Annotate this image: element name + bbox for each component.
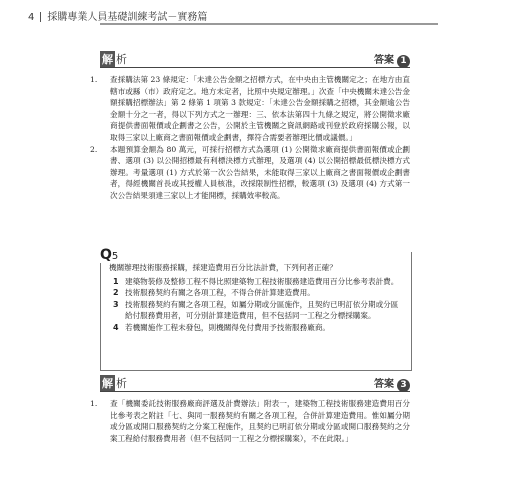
question-label: Q5 — [100, 244, 122, 263]
option-2[interactable]: 2 技術服務契約有關之各項工程，不得合併計算建造費用。 — [113, 288, 315, 298]
question-box — [100, 247, 412, 371]
question-stem: 機關辦理技術服務採購，採建造費用百分比法計費，下列何者正確？ — [109, 263, 337, 272]
answer-number-badge: 3 — [397, 379, 410, 392]
analysis-item: 1. 查「機關委託技術服務廠商評選及計費辦法」附表一，建築物工程技術服務建造費用百分比參考表之附註「七、與同一服務契約有關之各項工程，合併計算建造費用。惟如屬分期或分區或開口服務契約之分案工程施作，且契約已明訂依分期或分區或開口服務契約之分案工程給付服務費用者（但不包括同一工程之分標採購案），不在此限。」 — [90, 399, 410, 443]
analysis-bar — [100, 377, 410, 392]
analysis-item: 2. 本題預算金額為 80 萬元，可採行招標方式為選項 (1) 公開徵求廠商提供書面報價或企劃書、選項 (3) 以公開招標最有利標決標方式辦理，及選項 (4) 以公開招標最低標決標方式辦理。考量選項 (1) 方式於第一次公告結果，未能取得三家以上廠商之書面報價或企劃書者，得經機關首長或其授權人員核准，改採限制性招標，較選項 (3) 及選項 (4) 方式第一次公告結果須達三家以上才能開標，採購效率較高。 — [90, 144, 410, 200]
analysis-section-2 — [90, 377, 410, 444]
page-header — [28, 8, 207, 23]
option-3[interactable]: 3 技術服務契約有關之各項工程，如屬分期或分區施作，且契約已明訂依分期或分區給付服務費用者，可分別計算建造費用，但不包括同一工程之分標採購案。 — [113, 299, 399, 321]
option-4[interactable]: 4 若機關施作工程未發包，則機關得免付費用予技術服務廠商。 — [113, 322, 331, 332]
analysis-tag: 解 析 — [102, 377, 127, 390]
answer-indicator: 答案 1 — [374, 51, 410, 68]
question-content — [109, 262, 403, 334]
analysis-item: 1. 查採購法第 23 條規定：「未達公告金額之招標方式，在中央由主管機關定之；在地方由直轄市或縣（市）政府定之。地方未定者，比照中央規定辦理。」次查「中央機關未達公告金額採購招標辦法」第 2 條第 1 項第 3 款規定：「未達公告金額採購之招標，其金額逾公告金額十分之一者，得以下列方式之一辦理：三、依本法第四十九條之規定，將公開徵求廠商提供書面報價或企劃書之公告，公開於主管機關之資訊網路或刊登於政府採購公報，以取得三家以上廠商之書面報價或企劃書，擇符合需要者辦理比價或議價。」 — [90, 75, 410, 142]
analysis-section-1 — [90, 53, 410, 202]
analysis-body — [90, 74, 410, 202]
option-1[interactable]: 1 建築物裝修及整修工程不得比照建築物工程技術服務建造費用百分比參考表計費。 — [113, 276, 399, 286]
page-number: 4 — [28, 12, 35, 23]
analysis-tag: 解 析 — [102, 53, 127, 66]
analysis-body — [90, 398, 410, 444]
analysis-bar — [100, 53, 410, 68]
answer-indicator: 答案 3 — [374, 375, 410, 392]
book-title: 採購專業人員基礎訓練考試－實務篇 — [47, 12, 208, 23]
answer-number-badge: 1 — [397, 55, 410, 68]
header-divider — [40, 12, 41, 22]
header-rule — [100, 23, 438, 25]
